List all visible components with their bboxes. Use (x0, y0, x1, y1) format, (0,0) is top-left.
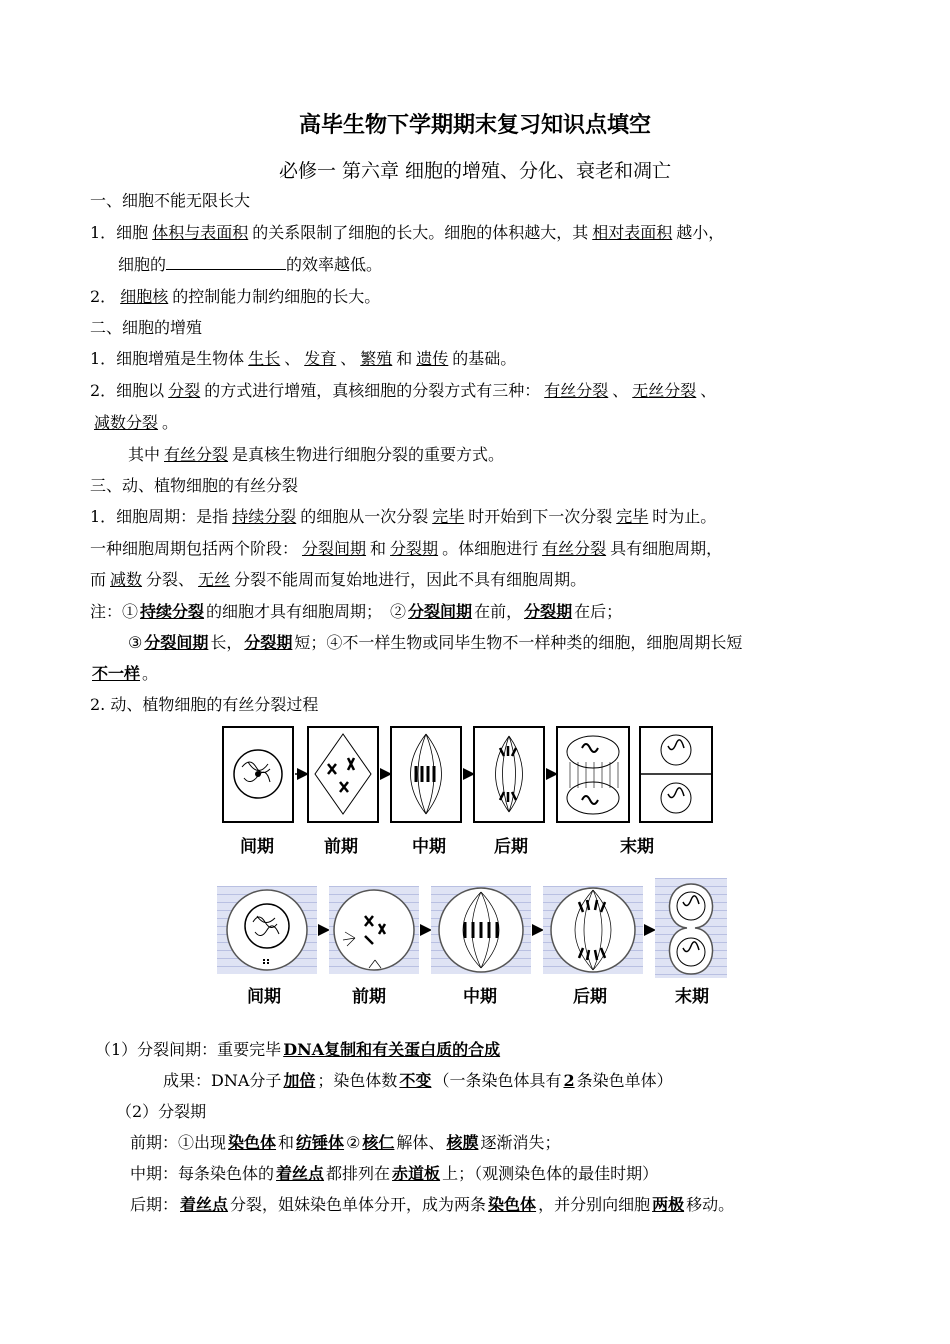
s1-line-3: 2． 细胞核 的控制能力制约细胞的长大。 (90, 287, 381, 306)
answer-blank: 不一样 (92, 664, 141, 683)
document-title: 高毕生物下学期期末复习知识点填空 (298, 113, 651, 138)
answer-blank: 有丝分裂 (542, 539, 607, 558)
answer-blank: 核仁 (362, 1133, 395, 1152)
answer-blank: 分裂期 (244, 633, 293, 652)
answer-blank: 分裂 (168, 381, 201, 400)
stage-label-anaphase: 后期 (494, 837, 528, 857)
s4-line-1: （1）分裂间期：重要完毕 DNA复制和有关蛋白质的合成 (95, 1040, 501, 1059)
answer-blank: 分裂间期 (408, 602, 473, 621)
answer-blank: 加倍 (283, 1071, 316, 1090)
s3-note-line-2: ③ 分裂间期 长， 分裂期 短；④不一样生物或同毕生物不一样种类的细胞，细胞周期长短 (128, 633, 743, 652)
s4-line-3: （2）分裂期 (116, 1102, 207, 1121)
stage-label-interphase: 间期 (247, 987, 281, 1007)
stage-label-telophase: 末期 (675, 987, 709, 1007)
stage-label-prophase: 前期 (352, 987, 386, 1007)
s2-line-2: 2．细胞以 分裂 的方式进行增殖，真核细胞的分裂方式有三种： 有丝分裂 、 无丝分裂 、 (90, 381, 717, 400)
answer-blank: 分裂间期 (302, 539, 367, 558)
answer-blank: 赤道板 (392, 1164, 441, 1183)
cell-anaphase-animal (543, 886, 643, 974)
answer-blank: 分裂期 (390, 539, 439, 558)
answer-blank: 遗传 (416, 349, 449, 368)
section-1-heading: 一、细胞不能无限长大 (90, 191, 251, 210)
cell-anaphase-plant (474, 727, 544, 822)
answer-blank: 持续分裂 (232, 507, 297, 526)
stage-label-prophase: 前期 (324, 837, 358, 857)
document-subtitle: 必修一 第六章 细胞的增殖、分化、衰老和凋亡 (278, 160, 672, 182)
answer-blank: 不变 (399, 1071, 432, 1090)
stage-label-metaphase: 中期 (412, 837, 446, 857)
answer-blank: 染色体 (488, 1195, 537, 1214)
cell-metaphase-plant (391, 727, 461, 822)
answer-blank: DNA复制和有关蛋白质的合成 (283, 1040, 501, 1059)
answer-blank: 无丝分裂 (632, 381, 697, 400)
answer-blank: 减数分裂 (94, 413, 159, 432)
s3-line-2: 一种细胞周期包括两个阶段： 分裂间期 和 分裂期 。体细胞进行 有丝分裂 具有细胞周期， (90, 539, 723, 558)
stage-label-metaphase: 中期 (463, 987, 497, 1007)
cell-telophase-plant (557, 727, 629, 822)
section-3-heading: 三、动、植物细胞的有丝分裂 (90, 476, 299, 495)
cell-daughter-plant (640, 727, 712, 822)
s1-line-1: 1．细胞 体积与表面积 的关系限制了细胞的长大。细胞的体积越大，其 相对表面积 越小， (90, 223, 725, 242)
answer-blank: 着丝点 (180, 1195, 229, 1214)
answer-blank: 核膜 (446, 1133, 479, 1152)
s4-line-5: 中期：每条染色体的 着丝点 都排列在 赤道板 上；（观测染色体的最佳时期） (130, 1164, 659, 1183)
answer-blank: 完毕 (432, 507, 465, 526)
answer-blank: 两极 (652, 1195, 685, 1214)
stage-label-telophase: 末期 (620, 837, 654, 857)
empty-blank (166, 254, 286, 270)
answer-blank: 生长 (248, 349, 281, 368)
answer-blank: 完毕 (616, 507, 649, 526)
s3-line-3: 而 减数 分裂、 无丝 分裂不能周而复始地进行，因此不具有细胞周期。 (90, 570, 587, 589)
answer-blank: 染色体 (228, 1133, 277, 1152)
answer-blank: 发育 (304, 349, 337, 368)
answer-blank: 持续分裂 (140, 602, 205, 621)
cell-interphase-plant (223, 727, 293, 822)
s4-line-4: 前期：①出现 染色体 和 纺锤体 ② 核仁 解体、 核膜 逐渐消失； (130, 1133, 561, 1152)
plant-mitosis-diagram (220, 722, 720, 827)
answer-blank: 有丝分裂 (544, 381, 609, 400)
answer-blank: 有丝分裂 (164, 445, 229, 464)
s4-line-2: 成果：DNA分子 加倍 ；染色体数 不变 （一条染色体具有 2 条染色单体） (163, 1071, 673, 1090)
s1-line-2: 细胞的 的效率越低。 (118, 255, 383, 274)
answer-blank: 纺锤体 (296, 1133, 345, 1152)
s3-line-7: 2. 动、植物细胞的有丝分裂过程 (90, 695, 319, 714)
s3-line-1: 1．细胞周期：是指 持续分裂 的细胞从一次分裂 完毕 时开始到下一次分裂 完毕 时为止。 (90, 507, 717, 526)
answer-blank: 无丝 (198, 570, 231, 589)
cell-prophase-animal (329, 886, 419, 974)
section-2-heading: 二、细胞的增殖 (90, 318, 203, 337)
answer-blank: 分裂间期 (144, 633, 209, 652)
answer-blank: 体积与表面积 (152, 223, 249, 242)
s3-note-line-1: 注：① 持续分裂 的细胞才具有细胞周期； ② 分裂间期 在前， 分裂期 在后； (90, 602, 623, 621)
s2-line-1: 1．细胞增殖是生物体 生长 、 发育 、 繁殖 和 遗传 的基础。 (90, 349, 517, 368)
s2-line-3: 减数分裂 。 (90, 412, 880, 434)
answer-blank: 分裂期 (524, 602, 573, 621)
s4-line-6: 后期： 着丝点 分裂，姐妹染色单体分开，成为两条 染色体 ，并分别向细胞 两极 移动。 (130, 1195, 735, 1214)
stage-label-interphase: 间期 (240, 837, 274, 857)
stage-label-anaphase: 后期 (573, 987, 607, 1007)
answer-blank: 相对表面积 (592, 223, 673, 242)
plant-mitosis-figure (220, 722, 720, 857)
s2-line-4: 其中 有丝分裂 是真核生物进行细胞分裂的重要方式。 (128, 445, 505, 464)
s3-note-line-3: 不一样 。 (92, 664, 159, 683)
answer-blank: 减数 (110, 570, 143, 589)
animal-mitosis-figure (215, 878, 730, 1008)
animal-mitosis-diagram (215, 878, 730, 978)
cell-telophase-animal (655, 878, 727, 978)
answer-blank: 繁殖 (360, 349, 393, 368)
answer-blank: 细胞核 (120, 287, 169, 306)
answer-blank: 2 (563, 1071, 575, 1090)
cell-prophase-plant (308, 727, 378, 822)
cell-interphase-animal (217, 886, 317, 974)
answer-blank: 着丝点 (276, 1164, 325, 1183)
cell-metaphase-animal (431, 886, 531, 974)
